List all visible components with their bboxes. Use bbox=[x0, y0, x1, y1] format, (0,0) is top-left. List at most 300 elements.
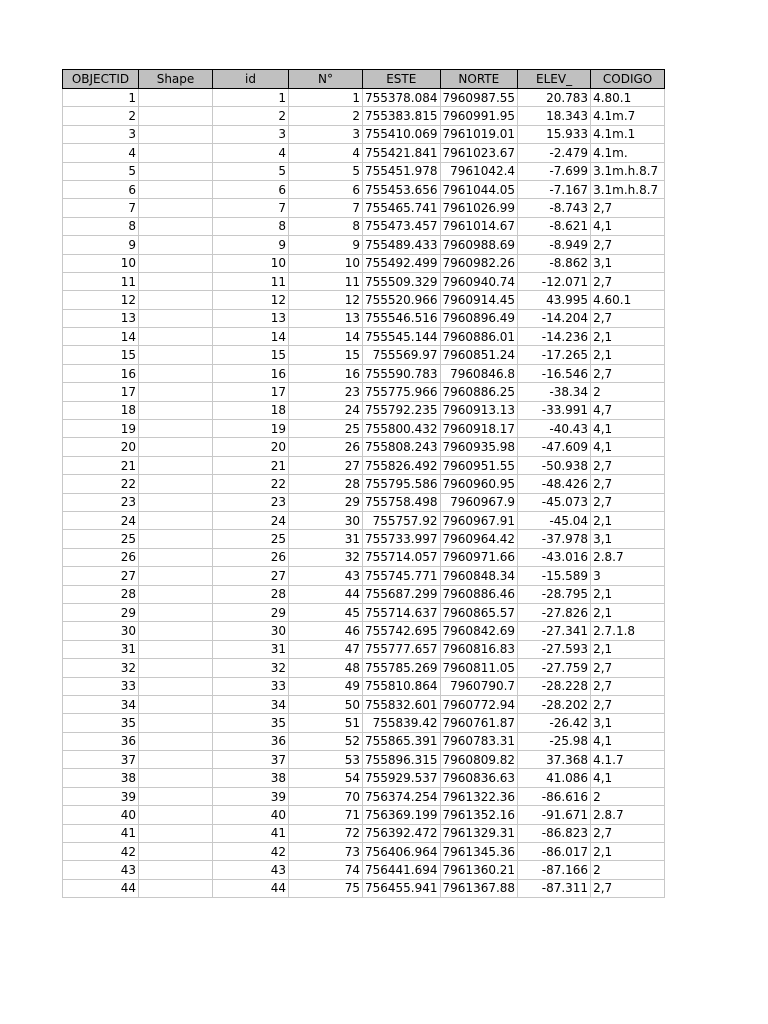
id-cell[interactable]: 6 bbox=[213, 180, 289, 198]
este-cell[interactable]: 755795.586 bbox=[363, 475, 441, 493]
shape-cell[interactable] bbox=[139, 162, 213, 180]
este-cell[interactable]: 755687.299 bbox=[363, 585, 441, 603]
este-cell[interactable]: 756441.694 bbox=[363, 861, 441, 879]
este-cell[interactable]: 755378.084 bbox=[363, 89, 441, 107]
elev-cell[interactable]: -2.479 bbox=[518, 144, 591, 162]
este-cell[interactable]: 756406.964 bbox=[363, 843, 441, 861]
column-header-id[interactable]: id bbox=[213, 70, 289, 89]
norte-cell[interactable]: 7960988.69 bbox=[440, 236, 518, 254]
table-row[interactable] bbox=[63, 401, 665, 419]
este-cell[interactable]: 755865.391 bbox=[363, 732, 441, 750]
este-cell[interactable]: 755451.978 bbox=[363, 162, 441, 180]
shape-cell[interactable] bbox=[139, 364, 213, 382]
table-row[interactable] bbox=[63, 291, 665, 309]
norte-cell[interactable]: 7960790.7 bbox=[440, 677, 518, 695]
codigo-cell[interactable]: 3,1 bbox=[591, 530, 665, 548]
norte-cell[interactable]: 7961322.36 bbox=[440, 787, 518, 805]
codigo-cell[interactable]: 2,1 bbox=[591, 346, 665, 364]
norte-cell[interactable]: 7960967.91 bbox=[440, 511, 518, 529]
table-row[interactable] bbox=[63, 125, 665, 143]
table-row[interactable] bbox=[63, 107, 665, 125]
id-cell[interactable]: 40 bbox=[213, 806, 289, 824]
codigo-cell[interactable]: 4,1 bbox=[591, 769, 665, 787]
column-header-este[interactable]: ESTE bbox=[363, 70, 441, 89]
shape-cell[interactable] bbox=[139, 475, 213, 493]
este-cell[interactable]: 756455.941 bbox=[363, 879, 441, 897]
norte-cell[interactable]: 7960851.24 bbox=[440, 346, 518, 364]
number-cell[interactable]: 24 bbox=[289, 401, 363, 419]
elev-cell[interactable]: -8.743 bbox=[518, 199, 591, 217]
elev-cell[interactable]: -50.938 bbox=[518, 456, 591, 474]
elev-cell[interactable]: -27.593 bbox=[518, 640, 591, 658]
id-cell[interactable]: 5 bbox=[213, 162, 289, 180]
norte-cell[interactable]: 7961367.88 bbox=[440, 879, 518, 897]
table-row[interactable] bbox=[63, 475, 665, 493]
number-cell[interactable]: 8 bbox=[289, 217, 363, 235]
number-cell[interactable]: 71 bbox=[289, 806, 363, 824]
codigo-cell[interactable]: 4.1m.1 bbox=[591, 125, 665, 143]
table-row[interactable] bbox=[63, 272, 665, 290]
este-cell[interactable]: 756392.472 bbox=[363, 824, 441, 842]
table-row[interactable] bbox=[63, 585, 665, 603]
elev-cell[interactable]: -47.609 bbox=[518, 438, 591, 456]
table-row[interactable] bbox=[63, 879, 665, 897]
este-cell[interactable]: 755733.997 bbox=[363, 530, 441, 548]
este-cell[interactable]: 755839.42 bbox=[363, 714, 441, 732]
objectid-cell[interactable]: 14 bbox=[63, 328, 139, 346]
objectid-cell[interactable]: 42 bbox=[63, 843, 139, 861]
objectid-cell[interactable]: 19 bbox=[63, 420, 139, 438]
number-cell[interactable]: 11 bbox=[289, 272, 363, 290]
elev-cell[interactable]: -27.341 bbox=[518, 622, 591, 640]
codigo-cell[interactable]: 2,7 bbox=[591, 695, 665, 713]
este-cell[interactable]: 755758.498 bbox=[363, 493, 441, 511]
codigo-cell[interactable]: 2 bbox=[591, 383, 665, 401]
elev-cell[interactable]: 43.995 bbox=[518, 291, 591, 309]
codigo-cell[interactable]: 2.7.1.8 bbox=[591, 622, 665, 640]
column-header-number[interactable]: N° bbox=[289, 70, 363, 89]
este-cell[interactable]: 755757.92 bbox=[363, 511, 441, 529]
shape-cell[interactable] bbox=[139, 843, 213, 861]
table-row[interactable] bbox=[63, 254, 665, 272]
shape-cell[interactable] bbox=[139, 438, 213, 456]
objectid-cell[interactable]: 37 bbox=[63, 751, 139, 769]
table-row[interactable] bbox=[63, 162, 665, 180]
elev-cell[interactable]: -25.98 bbox=[518, 732, 591, 750]
este-cell[interactable]: 755800.432 bbox=[363, 420, 441, 438]
table-row[interactable] bbox=[63, 328, 665, 346]
codigo-cell[interactable]: 2,7 bbox=[591, 879, 665, 897]
column-header-objectid[interactable]: OBJECTID bbox=[63, 70, 139, 89]
table-row[interactable] bbox=[63, 383, 665, 401]
codigo-cell[interactable]: 4.1m. bbox=[591, 144, 665, 162]
id-cell[interactable]: 2 bbox=[213, 107, 289, 125]
number-cell[interactable]: 49 bbox=[289, 677, 363, 695]
elev-cell[interactable]: -8.621 bbox=[518, 217, 591, 235]
number-cell[interactable]: 9 bbox=[289, 236, 363, 254]
shape-cell[interactable] bbox=[139, 89, 213, 107]
table-row[interactable] bbox=[63, 199, 665, 217]
id-cell[interactable]: 35 bbox=[213, 714, 289, 732]
shape-cell[interactable] bbox=[139, 659, 213, 677]
este-cell[interactable]: 755465.741 bbox=[363, 199, 441, 217]
elev-cell[interactable]: 15.933 bbox=[518, 125, 591, 143]
norte-cell[interactable]: 7961360.21 bbox=[440, 861, 518, 879]
elev-cell[interactable]: -14.236 bbox=[518, 328, 591, 346]
este-cell[interactable]: 755545.144 bbox=[363, 328, 441, 346]
codigo-cell[interactable]: 2,7 bbox=[591, 236, 665, 254]
codigo-cell[interactable]: 2 bbox=[591, 787, 665, 805]
elev-cell[interactable]: -38.34 bbox=[518, 383, 591, 401]
shape-cell[interactable] bbox=[139, 236, 213, 254]
number-cell[interactable]: 23 bbox=[289, 383, 363, 401]
elev-cell[interactable]: -8.862 bbox=[518, 254, 591, 272]
id-cell[interactable]: 37 bbox=[213, 751, 289, 769]
table-row[interactable] bbox=[63, 346, 665, 364]
este-cell[interactable]: 755929.537 bbox=[363, 769, 441, 787]
objectid-cell[interactable]: 36 bbox=[63, 732, 139, 750]
shape-cell[interactable] bbox=[139, 806, 213, 824]
elev-cell[interactable]: -91.671 bbox=[518, 806, 591, 824]
id-cell[interactable]: 20 bbox=[213, 438, 289, 456]
table-row[interactable] bbox=[63, 714, 665, 732]
elev-cell[interactable]: -7.167 bbox=[518, 180, 591, 198]
este-cell[interactable]: 755832.601 bbox=[363, 695, 441, 713]
id-cell[interactable]: 7 bbox=[213, 199, 289, 217]
number-cell[interactable]: 51 bbox=[289, 714, 363, 732]
codigo-cell[interactable]: 2,7 bbox=[591, 272, 665, 290]
norte-cell[interactable]: 7960918.17 bbox=[440, 420, 518, 438]
norte-cell[interactable]: 7960816.83 bbox=[440, 640, 518, 658]
id-cell[interactable]: 18 bbox=[213, 401, 289, 419]
objectid-cell[interactable]: 39 bbox=[63, 787, 139, 805]
number-cell[interactable]: 45 bbox=[289, 603, 363, 621]
elev-cell[interactable]: -14.204 bbox=[518, 309, 591, 327]
objectid-cell[interactable]: 17 bbox=[63, 383, 139, 401]
codigo-cell[interactable]: 2,1 bbox=[591, 640, 665, 658]
norte-cell[interactable]: 7961019.01 bbox=[440, 125, 518, 143]
shape-cell[interactable] bbox=[139, 879, 213, 897]
shape-cell[interactable] bbox=[139, 420, 213, 438]
objectid-cell[interactable]: 35 bbox=[63, 714, 139, 732]
id-cell[interactable]: 25 bbox=[213, 530, 289, 548]
table-row[interactable] bbox=[63, 144, 665, 162]
number-cell[interactable]: 7 bbox=[289, 199, 363, 217]
este-cell[interactable]: 755777.657 bbox=[363, 640, 441, 658]
codigo-cell[interactable]: 2,7 bbox=[591, 659, 665, 677]
number-cell[interactable]: 28 bbox=[289, 475, 363, 493]
objectid-cell[interactable]: 3 bbox=[63, 125, 139, 143]
codigo-cell[interactable]: 4.1.7 bbox=[591, 751, 665, 769]
id-cell[interactable]: 32 bbox=[213, 659, 289, 677]
norte-cell[interactable]: 7960761.87 bbox=[440, 714, 518, 732]
norte-cell[interactable]: 7961352.16 bbox=[440, 806, 518, 824]
codigo-cell[interactable]: 2,1 bbox=[591, 511, 665, 529]
codigo-cell[interactable]: 4.60.1 bbox=[591, 291, 665, 309]
objectid-cell[interactable]: 18 bbox=[63, 401, 139, 419]
shape-cell[interactable] bbox=[139, 125, 213, 143]
shape-cell[interactable] bbox=[139, 291, 213, 309]
id-cell[interactable]: 9 bbox=[213, 236, 289, 254]
table-row[interactable] bbox=[63, 787, 665, 805]
objectid-cell[interactable]: 5 bbox=[63, 162, 139, 180]
id-cell[interactable]: 15 bbox=[213, 346, 289, 364]
number-cell[interactable]: 10 bbox=[289, 254, 363, 272]
number-cell[interactable]: 46 bbox=[289, 622, 363, 640]
elev-cell[interactable]: -87.311 bbox=[518, 879, 591, 897]
number-cell[interactable]: 3 bbox=[289, 125, 363, 143]
shape-cell[interactable] bbox=[139, 493, 213, 511]
elev-cell[interactable]: 41.086 bbox=[518, 769, 591, 787]
este-cell[interactable]: 755745.771 bbox=[363, 567, 441, 585]
elev-cell[interactable]: -17.265 bbox=[518, 346, 591, 364]
shape-cell[interactable] bbox=[139, 787, 213, 805]
objectid-cell[interactable]: 40 bbox=[63, 806, 139, 824]
number-cell[interactable]: 4 bbox=[289, 144, 363, 162]
norte-cell[interactable]: 7960987.55 bbox=[440, 89, 518, 107]
number-cell[interactable]: 70 bbox=[289, 787, 363, 805]
id-cell[interactable]: 41 bbox=[213, 824, 289, 842]
codigo-cell[interactable]: 2 bbox=[591, 861, 665, 879]
objectid-cell[interactable]: 27 bbox=[63, 567, 139, 585]
number-cell[interactable]: 27 bbox=[289, 456, 363, 474]
table-row[interactable] bbox=[63, 548, 665, 566]
number-cell[interactable]: 72 bbox=[289, 824, 363, 842]
number-cell[interactable]: 31 bbox=[289, 530, 363, 548]
table-row[interactable] bbox=[63, 364, 665, 382]
number-cell[interactable]: 12 bbox=[289, 291, 363, 309]
este-cell[interactable]: 755410.069 bbox=[363, 125, 441, 143]
shape-cell[interactable] bbox=[139, 622, 213, 640]
id-cell[interactable]: 22 bbox=[213, 475, 289, 493]
elev-cell[interactable]: -8.949 bbox=[518, 236, 591, 254]
id-cell[interactable]: 14 bbox=[213, 328, 289, 346]
norte-cell[interactable]: 7960846.8 bbox=[440, 364, 518, 382]
table-row[interactable] bbox=[63, 180, 665, 198]
norte-cell[interactable]: 7961345.36 bbox=[440, 843, 518, 861]
id-cell[interactable]: 38 bbox=[213, 769, 289, 787]
shape-cell[interactable] bbox=[139, 585, 213, 603]
shape-cell[interactable] bbox=[139, 199, 213, 217]
norte-cell[interactable]: 7960809.82 bbox=[440, 751, 518, 769]
elev-cell[interactable]: -7.699 bbox=[518, 162, 591, 180]
codigo-cell[interactable]: 2,7 bbox=[591, 493, 665, 511]
elev-cell[interactable]: -27.759 bbox=[518, 659, 591, 677]
elev-cell[interactable]: -86.823 bbox=[518, 824, 591, 842]
number-cell[interactable]: 74 bbox=[289, 861, 363, 879]
table-row[interactable] bbox=[63, 732, 665, 750]
table-row[interactable] bbox=[63, 511, 665, 529]
shape-cell[interactable] bbox=[139, 769, 213, 787]
number-cell[interactable]: 32 bbox=[289, 548, 363, 566]
objectid-cell[interactable]: 7 bbox=[63, 199, 139, 217]
objectid-cell[interactable]: 8 bbox=[63, 217, 139, 235]
norte-cell[interactable]: 7960913.13 bbox=[440, 401, 518, 419]
norte-cell[interactable]: 7960886.01 bbox=[440, 328, 518, 346]
elev-cell[interactable]: -45.073 bbox=[518, 493, 591, 511]
number-cell[interactable]: 44 bbox=[289, 585, 363, 603]
este-cell[interactable]: 755492.499 bbox=[363, 254, 441, 272]
objectid-cell[interactable]: 23 bbox=[63, 493, 139, 511]
norte-cell[interactable]: 7961329.31 bbox=[440, 824, 518, 842]
norte-cell[interactable]: 7960940.74 bbox=[440, 272, 518, 290]
codigo-cell[interactable]: 3,1 bbox=[591, 254, 665, 272]
codigo-cell[interactable]: 2,7 bbox=[591, 364, 665, 382]
shape-cell[interactable] bbox=[139, 677, 213, 695]
column-header-shape[interactable]: Shape bbox=[139, 70, 213, 89]
elev-cell[interactable]: 18.343 bbox=[518, 107, 591, 125]
objectid-cell[interactable]: 26 bbox=[63, 548, 139, 566]
este-cell[interactable]: 755808.243 bbox=[363, 438, 441, 456]
shape-cell[interactable] bbox=[139, 732, 213, 750]
codigo-cell[interactable]: 2,7 bbox=[591, 199, 665, 217]
elev-cell[interactable]: -27.826 bbox=[518, 603, 591, 621]
table-row[interactable] bbox=[63, 861, 665, 879]
codigo-cell[interactable]: 4,7 bbox=[591, 401, 665, 419]
norte-cell[interactable]: 7960836.63 bbox=[440, 769, 518, 787]
norte-cell[interactable]: 7960982.26 bbox=[440, 254, 518, 272]
este-cell[interactable]: 755785.269 bbox=[363, 659, 441, 677]
objectid-cell[interactable]: 41 bbox=[63, 824, 139, 842]
elev-cell[interactable]: -45.04 bbox=[518, 511, 591, 529]
id-cell[interactable]: 34 bbox=[213, 695, 289, 713]
id-cell[interactable]: 13 bbox=[213, 309, 289, 327]
este-cell[interactable]: 755546.516 bbox=[363, 309, 441, 327]
table-row[interactable] bbox=[63, 438, 665, 456]
norte-cell[interactable]: 7960967.9 bbox=[440, 493, 518, 511]
norte-cell[interactable]: 7961042.4 bbox=[440, 162, 518, 180]
objectid-cell[interactable]: 43 bbox=[63, 861, 139, 879]
id-cell[interactable]: 30 bbox=[213, 622, 289, 640]
norte-cell[interactable]: 7960971.66 bbox=[440, 548, 518, 566]
este-cell[interactable]: 756369.199 bbox=[363, 806, 441, 824]
norte-cell[interactable]: 7960886.46 bbox=[440, 585, 518, 603]
shape-cell[interactable] bbox=[139, 567, 213, 585]
norte-cell[interactable]: 7960960.95 bbox=[440, 475, 518, 493]
objectid-cell[interactable]: 31 bbox=[63, 640, 139, 658]
id-cell[interactable]: 26 bbox=[213, 548, 289, 566]
norte-cell[interactable]: 7960772.94 bbox=[440, 695, 518, 713]
number-cell[interactable]: 48 bbox=[289, 659, 363, 677]
table-row[interactable] bbox=[63, 309, 665, 327]
norte-cell[interactable]: 7961023.67 bbox=[440, 144, 518, 162]
shape-cell[interactable] bbox=[139, 328, 213, 346]
shape-cell[interactable] bbox=[139, 383, 213, 401]
shape-cell[interactable] bbox=[139, 272, 213, 290]
table-row[interactable] bbox=[63, 217, 665, 235]
id-cell[interactable]: 21 bbox=[213, 456, 289, 474]
codigo-cell[interactable]: 3,1 bbox=[591, 714, 665, 732]
objectid-cell[interactable]: 21 bbox=[63, 456, 139, 474]
codigo-cell[interactable]: 4.80.1 bbox=[591, 89, 665, 107]
elev-cell[interactable]: -86.616 bbox=[518, 787, 591, 805]
shape-cell[interactable] bbox=[139, 346, 213, 364]
este-cell[interactable]: 755896.315 bbox=[363, 751, 441, 769]
id-cell[interactable]: 31 bbox=[213, 640, 289, 658]
elev-cell[interactable]: -37.978 bbox=[518, 530, 591, 548]
elev-cell[interactable]: -28.202 bbox=[518, 695, 591, 713]
shape-cell[interactable] bbox=[139, 548, 213, 566]
number-cell[interactable]: 5 bbox=[289, 162, 363, 180]
norte-cell[interactable]: 7960848.34 bbox=[440, 567, 518, 585]
este-cell[interactable]: 755520.966 bbox=[363, 291, 441, 309]
table-row[interactable] bbox=[63, 420, 665, 438]
objectid-cell[interactable]: 10 bbox=[63, 254, 139, 272]
id-cell[interactable]: 17 bbox=[213, 383, 289, 401]
shape-cell[interactable] bbox=[139, 144, 213, 162]
table-row[interactable] bbox=[63, 89, 665, 107]
este-cell[interactable]: 755714.637 bbox=[363, 603, 441, 621]
number-cell[interactable]: 2 bbox=[289, 107, 363, 125]
table-row[interactable] bbox=[63, 769, 665, 787]
este-cell[interactable]: 755489.433 bbox=[363, 236, 441, 254]
id-cell[interactable]: 24 bbox=[213, 511, 289, 529]
objectid-cell[interactable]: 11 bbox=[63, 272, 139, 290]
shape-cell[interactable] bbox=[139, 401, 213, 419]
objectid-cell[interactable]: 32 bbox=[63, 659, 139, 677]
este-cell[interactable]: 755453.656 bbox=[363, 180, 441, 198]
table-row[interactable] bbox=[63, 493, 665, 511]
codigo-cell[interactable]: 2,7 bbox=[591, 309, 665, 327]
elev-cell[interactable]: 37.368 bbox=[518, 751, 591, 769]
este-cell[interactable]: 755421.841 bbox=[363, 144, 441, 162]
number-cell[interactable]: 53 bbox=[289, 751, 363, 769]
codigo-cell[interactable]: 2,1 bbox=[591, 328, 665, 346]
shape-cell[interactable] bbox=[139, 695, 213, 713]
codigo-cell[interactable]: 2.8.7 bbox=[591, 806, 665, 824]
codigo-cell[interactable]: 3.1m.h.8.7 bbox=[591, 180, 665, 198]
objectid-cell[interactable]: 4 bbox=[63, 144, 139, 162]
objectid-cell[interactable]: 12 bbox=[63, 291, 139, 309]
objectid-cell[interactable]: 6 bbox=[63, 180, 139, 198]
number-cell[interactable]: 25 bbox=[289, 420, 363, 438]
norte-cell[interactable]: 7961014.67 bbox=[440, 217, 518, 235]
este-cell[interactable]: 755509.329 bbox=[363, 272, 441, 290]
norte-cell[interactable]: 7960914.45 bbox=[440, 291, 518, 309]
table-row[interactable] bbox=[63, 640, 665, 658]
codigo-cell[interactable]: 4,1 bbox=[591, 732, 665, 750]
este-cell[interactable]: 755826.492 bbox=[363, 456, 441, 474]
este-cell[interactable]: 755473.457 bbox=[363, 217, 441, 235]
table-row[interactable] bbox=[63, 843, 665, 861]
este-cell[interactable]: 755742.695 bbox=[363, 622, 441, 640]
elev-cell[interactable]: -43.016 bbox=[518, 548, 591, 566]
norte-cell[interactable]: 7960951.55 bbox=[440, 456, 518, 474]
number-cell[interactable]: 26 bbox=[289, 438, 363, 456]
elev-cell[interactable]: -12.071 bbox=[518, 272, 591, 290]
number-cell[interactable]: 16 bbox=[289, 364, 363, 382]
number-cell[interactable]: 30 bbox=[289, 511, 363, 529]
elev-cell[interactable]: -15.589 bbox=[518, 567, 591, 585]
norte-cell[interactable]: 7960935.98 bbox=[440, 438, 518, 456]
id-cell[interactable]: 28 bbox=[213, 585, 289, 603]
codigo-cell[interactable]: 4,1 bbox=[591, 438, 665, 456]
elev-cell[interactable]: -26.42 bbox=[518, 714, 591, 732]
este-cell[interactable]: 755714.057 bbox=[363, 548, 441, 566]
table-row[interactable] bbox=[63, 530, 665, 548]
este-cell[interactable]: 755810.864 bbox=[363, 677, 441, 695]
shape-cell[interactable] bbox=[139, 456, 213, 474]
number-cell[interactable]: 29 bbox=[289, 493, 363, 511]
id-cell[interactable]: 8 bbox=[213, 217, 289, 235]
shape-cell[interactable] bbox=[139, 714, 213, 732]
id-cell[interactable]: 1 bbox=[213, 89, 289, 107]
elev-cell[interactable]: 20.783 bbox=[518, 89, 591, 107]
id-cell[interactable]: 16 bbox=[213, 364, 289, 382]
id-cell[interactable]: 27 bbox=[213, 567, 289, 585]
norte-cell[interactable]: 7960783.31 bbox=[440, 732, 518, 750]
id-cell[interactable]: 43 bbox=[213, 861, 289, 879]
